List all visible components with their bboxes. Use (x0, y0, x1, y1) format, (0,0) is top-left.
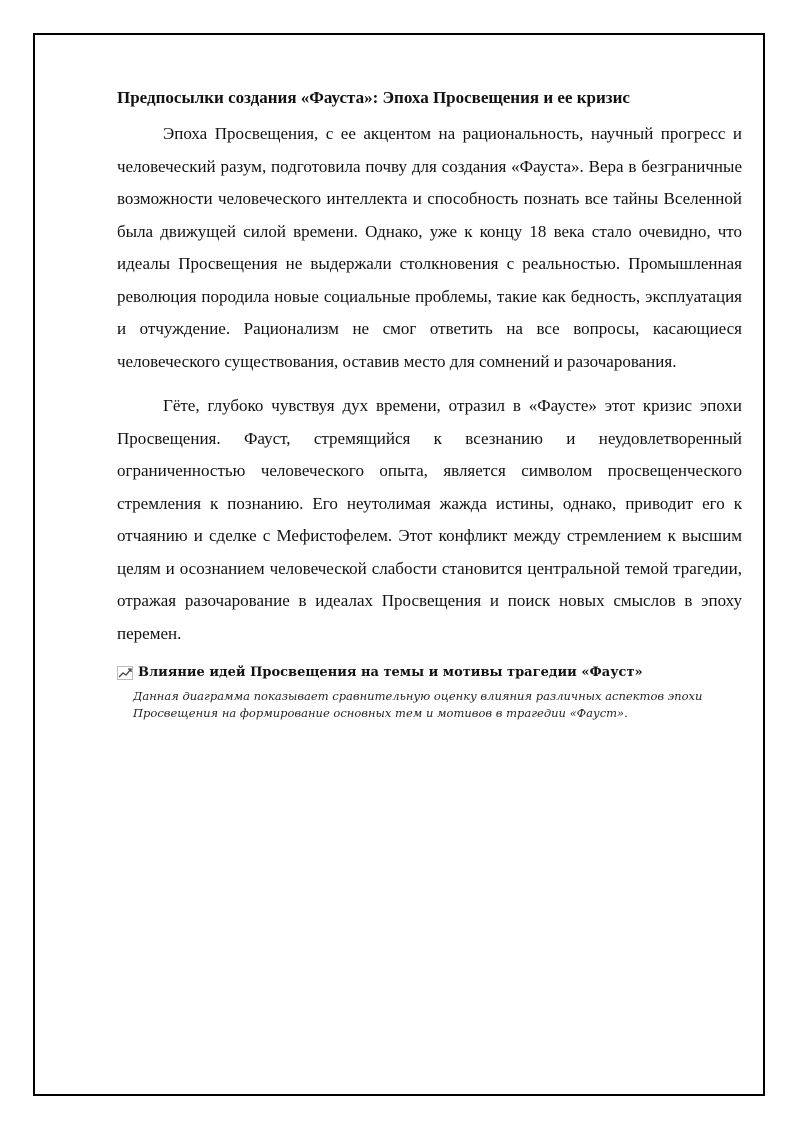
figure-title: Влияние идей Просвещения на темы и мотивы трагедии «Фауст» (138, 665, 643, 680)
figure-title-row (117, 664, 742, 682)
chart-increasing-icon (117, 666, 133, 680)
document-content (117, 86, 742, 722)
paragraph-enlightenment: Эпоха Просвещения, с ее акцентом на рациональность, научный прогресс и человеческий разум, подготовила почву для создания «Фауста». Вера в безграничные возможности человеческого интеллекта и способность познать все тайны Вселенной была движущей силой времени. Однако, уже к концу 18 века стало очевидно, что идеалы Просвещения не выдержали столкновения с реальностью. Промышленная революция породила новые социальные проблемы, такие как бедность, эксплуатация и отчуждение. Рационализм не смог ответить на все вопросы, касающиеся человеческого существования, оставив место для сомнений и разочарования. (117, 124, 742, 371)
paragraph-goethe-faust: Гёте, глубоко чувствуя дух времени, отразил в «Фаусте» этот кризис эпохи Просвещения. Фауст, стремящийся к всезнанию и неудовлетворенный ограниченностью человеческого опыта, является символом просвещенческого стремления к познанию. Его неутолимая жажда истины, однако, приводит его к отчаянию и сделке с Мефистофелем. Этот конфликт между стремлением к высшим целям и осознанием человеческой слабости становится центральной темой трагедии, отражая разочарование в идеалах Просвещения и поиск новых смыслов в эпоху перемен. (117, 396, 742, 643)
section-heading: Предпосылки создания «Фауста»: Эпоха Просвещения и ее кризис (117, 88, 630, 107)
figure-caption: Данная диаграмма показывает сравнительную оценку влияния различных аспектов эпохи Просвещения на формирование основных тем и мотивов в трагедии «Фауст». (133, 689, 703, 720)
